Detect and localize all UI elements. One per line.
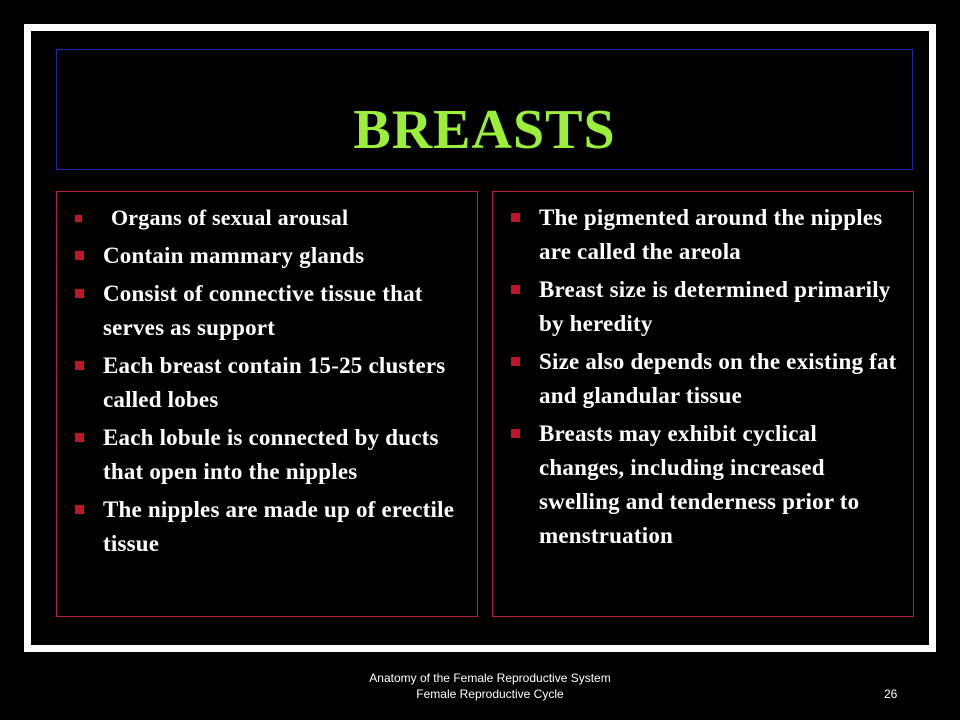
right-bullet-list (493, 192, 913, 553)
list-item (57, 239, 477, 273)
bullet-text: Contain mammary glands (103, 243, 365, 268)
list-item (57, 493, 477, 561)
list-item (57, 349, 477, 417)
bullet-text: The nipples are made up of erectile tissue (103, 497, 455, 556)
bullet-square-icon (511, 213, 520, 222)
bullet-text: Organs of sexual arousal (111, 205, 349, 230)
left-bullet-list (57, 192, 477, 561)
list-item (493, 273, 913, 341)
slide-footer (300, 670, 680, 702)
bullet-text: The pigmented around the nipples are called the areola (539, 205, 883, 264)
footer-line-topic: Female Reproductive Cycle (416, 687, 564, 701)
bullet-square-icon (511, 357, 520, 366)
bullet-text: Breasts may exhibit cyclical changes, including increased swelling and tenderness prior to menstruation (539, 421, 860, 548)
list-item (57, 201, 477, 235)
list-item (57, 277, 477, 345)
bullet-square-icon (75, 251, 84, 260)
bullet-square-icon (75, 361, 84, 370)
list-item (493, 201, 913, 269)
slide-title: BREASTS (353, 98, 616, 161)
bullet-square-icon (75, 289, 84, 298)
bullet-text: Consist of connective tissue that serves as support (103, 281, 423, 340)
bullet-square-icon (75, 215, 82, 222)
bullet-text: Size also depends on the existing fat and glandular tissue (539, 349, 897, 408)
bullet-square-icon (511, 285, 520, 294)
right-content-box (492, 191, 914, 617)
list-item (493, 345, 913, 413)
bullet-square-icon (511, 429, 520, 438)
page-number: 26 (884, 687, 898, 701)
bullet-text: Breast size is determined primarily by heredity (539, 277, 891, 336)
bullet-text: Each breast contain 15-25 clusters called lobes (103, 353, 446, 412)
list-item (57, 421, 477, 489)
bullet-square-icon (75, 433, 84, 442)
footer-line-course: Anatomy of the Female Reproductive System (369, 671, 611, 685)
left-content-box (56, 191, 478, 617)
bullet-text: Each lobule is connected by ducts that open into the nipples (103, 425, 439, 484)
list-item (493, 417, 913, 553)
bullet-square-icon (75, 505, 84, 514)
title-box (56, 49, 913, 170)
